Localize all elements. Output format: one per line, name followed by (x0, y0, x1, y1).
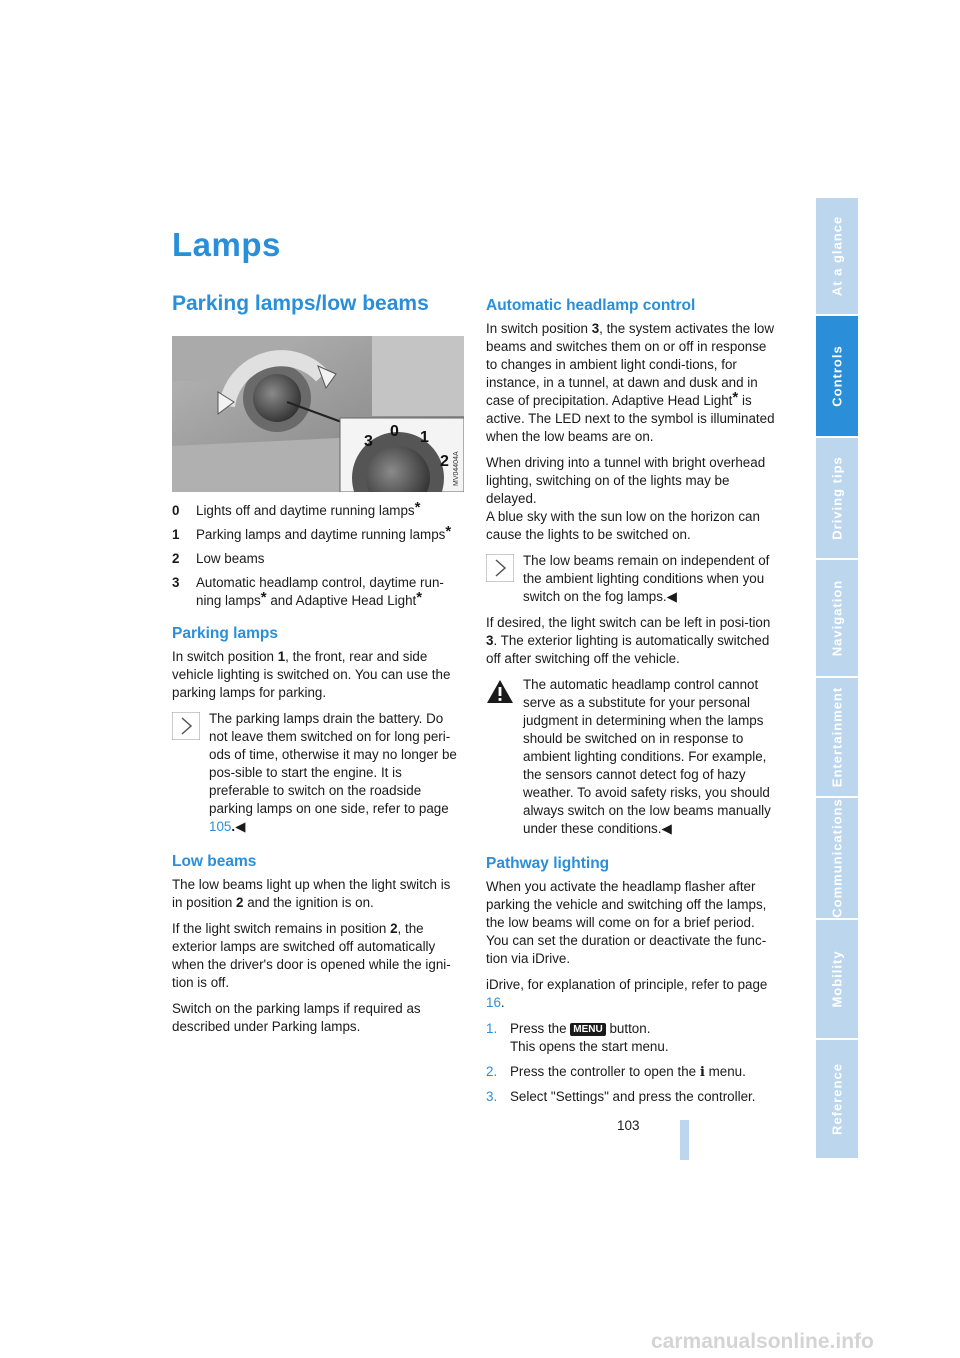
text: This opens the start menu. (510, 1039, 669, 1054)
legend-number: 0 (172, 503, 180, 518)
heading-parking-lamps: Parking lamps (172, 625, 278, 642)
warning-text: The automatic headlamp control cannot serve as a substitute for your personal judgment in determining when the lamps should be switched on in response to ambient lighting conditions. For example, the sensors cannot detect fog of hazy weather. To avoid safety risks, you should always switch on the low beams manually under these conditions. (523, 677, 771, 836)
tab-controls[interactable] (816, 316, 858, 438)
info-menu-icon: i (699, 1064, 705, 1080)
legend-number: 2 (172, 551, 180, 566)
parking-paragraph (172, 648, 464, 702)
warning-note (486, 676, 778, 838)
legend-number: 1 (172, 527, 180, 542)
warning-triangle-icon (486, 678, 514, 706)
note-arrow-icon (486, 554, 514, 582)
page-number: 103 (617, 1118, 640, 1133)
tab-label: Navigation (829, 579, 845, 657)
step-item (486, 1088, 778, 1106)
step-number: 1. (486, 1021, 498, 1036)
figure-label-2: 2 (440, 453, 449, 470)
text: The low beams light up when the light switch is in position (172, 877, 451, 910)
section-title: Parking lamps/low beams (172, 292, 429, 315)
left-column (172, 336, 464, 1044)
legend-text: Parking lamps and daytime running lamps (196, 527, 446, 542)
text: In switch position (172, 649, 278, 664)
text: Press the controller to open the (510, 1064, 700, 1079)
tab-label: Communications (829, 798, 845, 918)
text: When driving into a tunnel with bright overhead lighting, switching on of the lights may be delayed. (486, 455, 766, 506)
page-number-bar (680, 1120, 689, 1160)
text: In switch position (486, 321, 592, 336)
note-fog-lamps (486, 552, 778, 606)
position-number: 3 (486, 633, 494, 648)
tab-label: At a glance (829, 215, 845, 297)
tab-label: Controls (829, 345, 845, 407)
tab-at-a-glance[interactable] (816, 198, 858, 316)
text: . The exterior lighting is automatically switched off after switching off the vehicle. (486, 633, 770, 666)
tab-label: Mobility (829, 950, 845, 1008)
text: and the ignition is on. (243, 895, 374, 910)
optional-star: * (416, 589, 423, 606)
text: , the exterior lamps are switched off automatically when the driver's door is opened while the igni-tion is off. (172, 921, 451, 990)
note-text: The low beams remain on independent of the ambient lighting conditions when you switch on the fog lamps. (523, 553, 770, 604)
light-switch-figure (172, 336, 464, 492)
text: menu. (704, 1064, 746, 1079)
tab-reference[interactable] (816, 1040, 858, 1160)
step-number: 3. (486, 1089, 498, 1104)
right-column (486, 296, 778, 1113)
end-mark: ◀ (661, 821, 672, 836)
step-number: 2. (486, 1064, 498, 1079)
note-text: The parking lamps drain the battery. Do not leave them switched on for long peri-ods of time, otherwise it may no longer be pos-sible to start the engine. It is preferable to switch on the roadside parking lamps on one side, refer to page (209, 711, 457, 816)
pathway-paragraph (486, 976, 778, 1012)
note-parking (172, 710, 464, 836)
menu-key-icon: MENU (570, 1023, 605, 1036)
page-title: Lamps (172, 226, 281, 263)
tab-driving-tips[interactable] (816, 438, 858, 560)
end-mark: ◀ (666, 589, 677, 604)
end-mark: .◀ (231, 819, 246, 834)
optional-star: * (732, 389, 739, 406)
text: , the front, rear and side vehicle lighting is switched on. You can use the parking lamps for parking. (172, 649, 451, 700)
tab-mobility[interactable] (816, 920, 858, 1040)
tab-navigation[interactable] (816, 560, 858, 678)
legend-text: Lights off and daytime running lamps (196, 503, 415, 518)
text: If the light switch remains in position (172, 921, 391, 936)
heading-pathway-lighting: Pathway lighting (486, 855, 610, 872)
legend-text: Automatic headlamp control, daytime run-ning lamps (196, 575, 444, 608)
text: button. (605, 1021, 651, 1036)
optional-star: * (445, 523, 452, 540)
text: A blue sky with the sun low on the horizon can cause the lights to be switched on. (486, 509, 760, 542)
position-number: 2 (236, 895, 244, 910)
chapter-tabs (816, 198, 858, 1160)
page-link-105[interactable]: 105 (209, 819, 232, 834)
figure-label-1: 1 (420, 429, 429, 446)
legend-text-cont: and Adaptive Head Light (266, 593, 417, 608)
figure-label-3: 3 (364, 433, 373, 450)
note-arrow-icon (172, 712, 200, 740)
legend-item (172, 550, 464, 568)
legend-number: 3 (172, 575, 180, 590)
step-item (486, 1020, 778, 1056)
legend-text: Low beams (196, 551, 265, 566)
tab-label: Entertainment (829, 686, 845, 788)
text: Select "Settings" and press the controller. (510, 1089, 756, 1104)
tab-label: Reference (829, 1063, 845, 1135)
position-number: 2 (390, 921, 398, 936)
text: . (500, 995, 505, 1010)
text: Press the (510, 1021, 571, 1036)
light-switch-illustration (172, 336, 464, 492)
optional-star: * (414, 499, 421, 516)
auto-paragraph (486, 614, 778, 668)
low-beams-paragraph: Switch on the parking lamps if required as described under Parking lamps. (172, 1001, 421, 1034)
figure-code: MV04404A (453, 451, 460, 486)
legend-item (172, 523, 464, 544)
figure-label-0: 0 (390, 423, 399, 440)
text: is active. The LED next to the symbol is illuminated when the low beams are on. (486, 393, 775, 444)
low-beams-paragraph (172, 920, 464, 992)
legend-item (172, 499, 464, 520)
step-item (486, 1063, 778, 1081)
position-number: 3 (591, 321, 600, 336)
optional-star: * (260, 589, 267, 606)
watermark: carmanualsonline.info (651, 1330, 874, 1353)
tab-label: Driving tips (829, 456, 845, 540)
text: , the system activates the low beams and switches them on or off in response to changes in ambient light condi-tions, for instance, in a tunnel, at dawn and dusk and in case of precipitation. Adaptive Head Light (486, 321, 775, 408)
text: If desired, the light switch can be left in posi-tion (486, 615, 771, 630)
low-beams-paragraph (172, 876, 464, 912)
position-number: 1 (277, 649, 286, 664)
auto-paragraph (486, 454, 778, 544)
tab-entertainment[interactable] (816, 678, 858, 798)
tab-communications[interactable] (816, 798, 858, 920)
page-link-16[interactable]: 16 (486, 995, 501, 1010)
pathway-paragraph: When you activate the headlamp flasher after parking the vehicle and switching off the lamps, the low beams will come on for a brief period. You can set the duration or deactivate the func-tion via iDrive. (486, 879, 767, 966)
heading-low-beams: Low beams (172, 853, 257, 870)
legend-item (172, 574, 464, 610)
text: iDrive, for explanation of principle, refer to page (486, 977, 768, 992)
auto-paragraph (486, 320, 778, 446)
heading-automatic-headlamp-control: Automatic headlamp control (486, 297, 696, 314)
